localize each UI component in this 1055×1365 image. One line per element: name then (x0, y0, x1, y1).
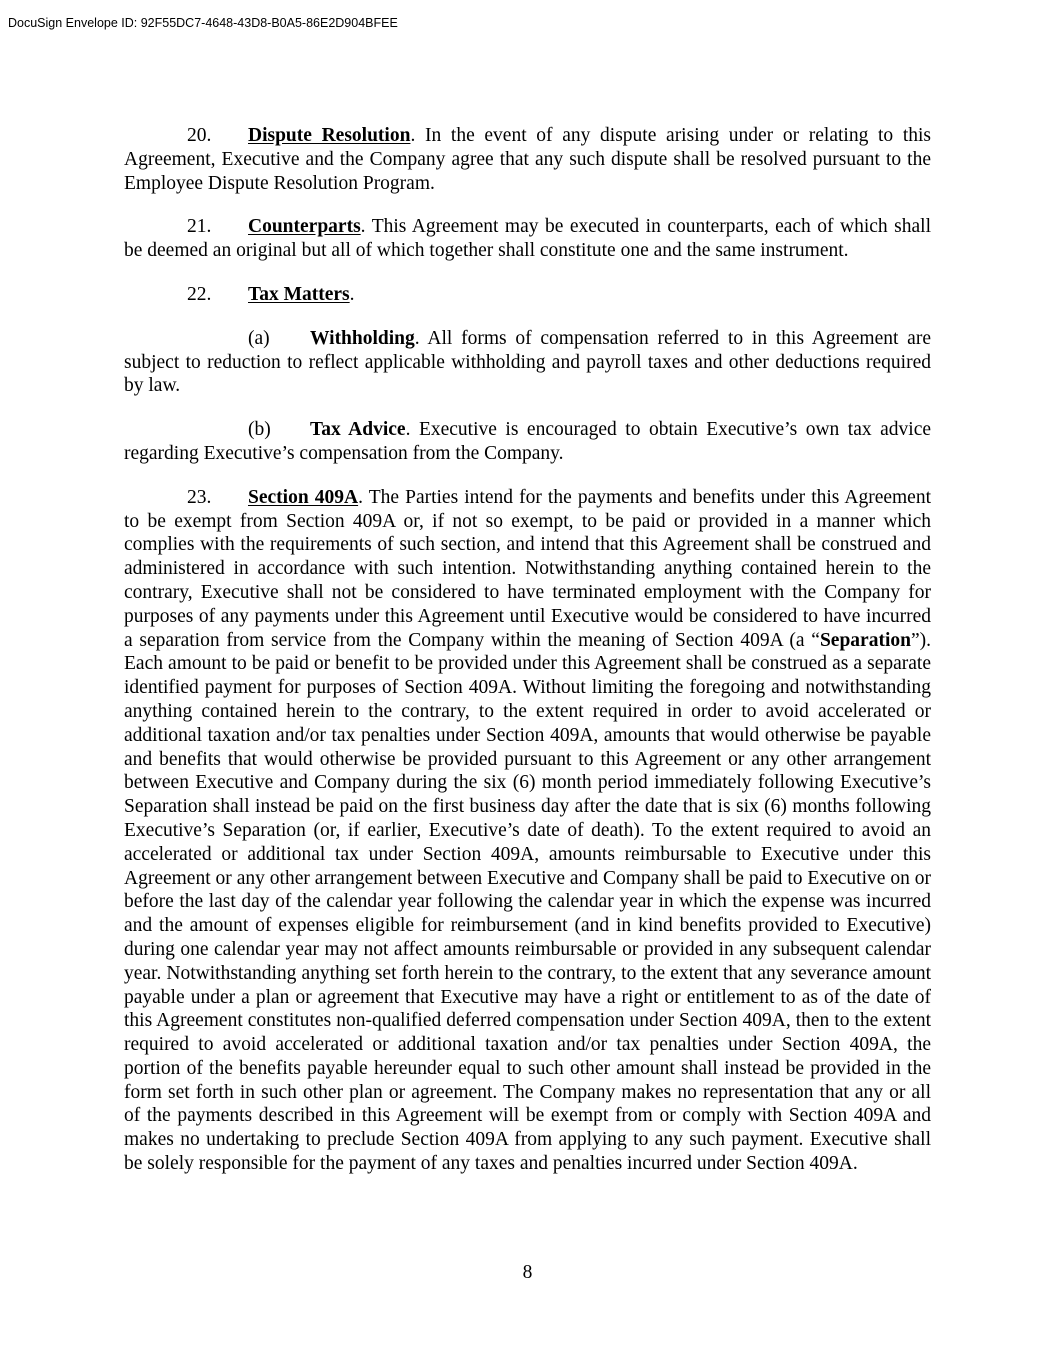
subsection-22a-withholding (124, 327, 931, 398)
section-23-section-409a (124, 486, 931, 1176)
section-title-suffix: . (349, 283, 355, 305)
section-number: 20. (187, 125, 212, 146)
section-title: Dispute Resolution (248, 125, 411, 146)
document-body (124, 124, 931, 1196)
defined-term-separation: Separation (819, 629, 911, 651)
section-number: 22. (187, 283, 212, 305)
section-number: 21. (187, 216, 212, 238)
subsection-number: (a) (248, 327, 270, 349)
section-text: . This Agreement may be executed in counterparts, each of which shall be deemed an original but all of which together shall constitute one and the same instrument. (124, 216, 931, 262)
envelope-id-header: DocuSign Envelope ID: 92F55DC7-4648-43D8-B0A5-86E2D904BFEE (8, 16, 398, 30)
section-title: Counterparts (248, 216, 361, 238)
section-text: . In the event of any dispute arising under or relating to this Agreement, Executive and the Company agree that any such dispute shall be resolved pursuant to the Employee Dispute Resolution Program. (124, 125, 931, 194)
section-text-part1: . The Parties intend for the payments and benefits under this Agreement to be exempt from Section 409A or, if not so exempt, to be paid or provided in a manner which complies with the requirements of such section, and intend that this Agreement shall be construed and administered in accordance with such intention. Notwithstanding anything contained herein to the contrary, Executive shall not be considered to have terminated employment with the Company for purposes of any payments under this Agreement until Executive would be considered to have incurred a separation from service from the Company within the meaning of Section 409A (a “ (124, 486, 932, 651)
subsection-22b-tax-advice (124, 418, 931, 466)
subsection-text: . All forms of compensation referred to in this Agreement are subject to reduction to reflect applicable withholding and payroll taxes and other deductions required by law. (124, 327, 931, 397)
section-number: 23. (187, 486, 212, 508)
section-22-tax-matters (124, 283, 931, 307)
page-number: 8 (522, 1262, 533, 1283)
subsection-title: Tax Advice (310, 419, 406, 441)
section-20-dispute-resolution (124, 124, 931, 195)
subsection-text: . Executive is encouraged to obtain Executive’s own tax advice regarding Executive’s compensation from the Company. (124, 419, 932, 464)
subsection-title: Withholding (310, 327, 415, 349)
section-21-counterparts (124, 215, 931, 263)
section-title: Section 409A (248, 486, 359, 508)
section-title: Tax Matters (248, 283, 350, 305)
section-text-part2: ”). Each amount to be paid or benefit to be provided under this Agreement shall be construed as a separate identified payment for purposes of Section 409A. Without limiting the foregoing and notwithstanding anything contained herein to the contrary, to the extent required in order to avoid accelerated or additional taxation and/or tax penalties under Section 409A, amounts that would otherwise be payable and benefits that would otherwise be provided pursuant to this Agreement or any other arrangement between Executive and Company during the six (6) month period immediately following Executive’s Separation shall instead be paid on the first business day after the date that is six (6) months following Executive’s Separation (or, if earlier, Executive’s date of death). To the extent required to avoid an accelerated or additional tax under Section 409A, amounts reimbursable to Executive under this Agreement or any other arrangement between Executive and Company shall be paid to Executive on or before the last day of the calendar year following the calendar year in which the expense was incurred and the amount of expenses eligible for reimbursement (and in kind benefits provided to Executive) during one calendar year may not affect amounts reimbursable or provided in any subsequent calendar year. Notwithstanding anything set forth herein to the contrary, to the extent that any severance amount payable under a plan or agreement that Executive may have a right or entitlement to as of the date of this Agreement constitutes non-qualified deferred compensation under Section 409A, then to the extent required to avoid accelerated or additional taxation and/or tax penalties under Section 409A, the portion of the benefits payable hereunder equal to such other amount shall instead be provided in the form set forth in such other plan or agreement. The Company makes no representation that any or all of the payments described in this Agreement will be exempt from or comply with Section 409A and makes no undertaking to preclude Section 409A from applying to any such payment. Executive shall be solely responsible for the payment of any taxes and penalties incurred under Section 409A. (124, 629, 931, 1175)
subsection-number: (b) (248, 419, 271, 441)
